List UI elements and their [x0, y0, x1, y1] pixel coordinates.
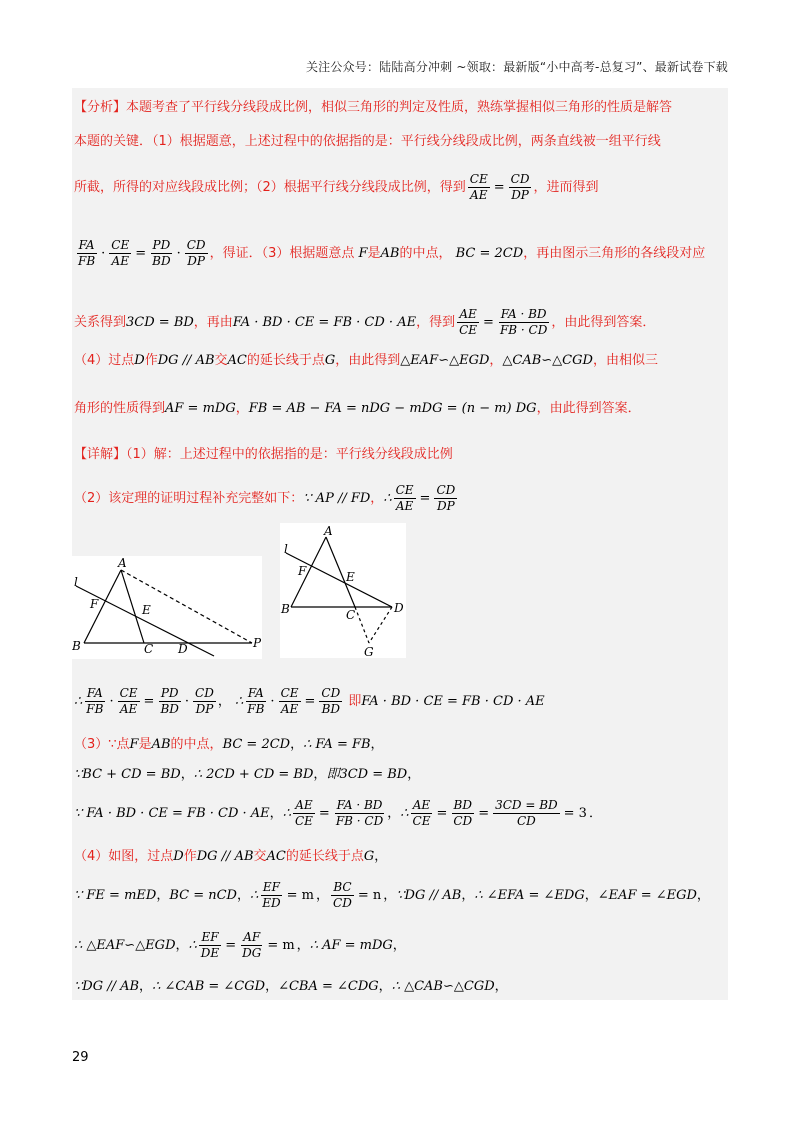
fig2-label-F: F	[298, 564, 307, 578]
fig2-label-C: C	[346, 608, 356, 622]
proof-line-2: （3）∵点F是AB的中点，BC = 2CD，∴ FA = FB，	[74, 737, 384, 752]
proof-line-4: ∵ FA · BD · CE = FB · CD · AE，∴ $\frac{AE}{CE}$ = $\frac{FA \cdot BD}{FB \cdot CD}$ ，∴ $\frac{AE}{CE}$ = $\frac{BD}{CD}$ = $\frac{3CD = BD}{CD}$ = 3 ．	[74, 798, 602, 828]
fig1-label-C: C	[144, 642, 154, 656]
fig1-label-P: P	[253, 636, 262, 650]
fig2-label-E: E	[346, 570, 355, 584]
fig2-label-l: l	[284, 542, 288, 556]
page-header: 关注公众号：陆陆高分冲刺 ~领取：最新版“小中高考-总复习”、最新试卷下载	[305, 60, 728, 74]
figure-1	[72, 556, 262, 659]
fig2-label-G: G	[364, 645, 374, 658]
detail-line-1: 【详解】（1）解：上述过程中的依据指的是：平行线分线段成比例	[74, 447, 453, 462]
fig2-label-B: B	[281, 602, 290, 616]
analysis-line-3: 所截，所得的对应线段成比例；（2）根据平行线分线段成比例，得到 $\frac{CE}{AE}$ = $\frac{CD}{DP}$ ，进而得到	[74, 172, 599, 202]
fig1-label-F: F	[90, 597, 99, 611]
fig1-label-B: B	[72, 639, 81, 653]
analysis-line-5: 关系得到3CD = BD，再由FA · BD · CE = FB · CD · AE，得到 $\frac{AE}{CE}$ = $\frac{FA \cdot BD}{FB \cdot CD}$ ，由此得到答案．	[74, 307, 656, 337]
proof-line-6: ∵ FE = mED，BC = nCD，∴ $\frac{EF}{ED}$ = m ， $\frac{BC}{CD}$ = n ，∵DG // AB，∴ ∠EFA = ∠EDG，∠EAF = ∠EGD，	[74, 880, 710, 910]
detail-line-2: （2）该定理的证明过程补充完整如下：∵ AP // FD，∴ $\frac{CE}{AE}$ = $\frac{CD}{DP}$	[74, 483, 456, 513]
proof-line-3: ∵BC + CD = BD，∴ 2CD + CD = BD，即3CD = BD，	[74, 767, 421, 782]
fig2-label-A: A	[324, 524, 333, 538]
analysis-line-4: $\frac{FA}{FB}$ · $\frac{CE}{AE}$ = $\frac{PD}{BD}$ · $\frac{CD}{DP}$ ，得证．（3）根据题意点 F是AB的中点， BC = 2CD，再由图示三角形的各线段对应	[78, 238, 706, 268]
fig1-label-D: D	[178, 642, 188, 656]
figure-2	[280, 523, 406, 658]
analysis-line-7: 角形的性质得到AF = mDG，FB = AB − FA = nDG − mDG = (n − m) DG，由此得到答案．	[74, 401, 641, 416]
fig2-label-D: D	[394, 601, 404, 615]
proof-line-1: ∴ $\frac{FA}{FB}$ · $\frac{CE}{AE}$ = $\frac{PD}{BD}$ · $\frac{CD}{DP}$ ， ∴ $\frac{FA}{FB}$ · $\frac{CE}{AE}$ = $\frac{CD}{BD}$ 即FA · BD · CE = FB · CD · AE	[74, 686, 545, 716]
proof-line-5: （4）如图，过点D作DG // AB交AC的延长线于点G，	[74, 849, 388, 864]
fig1-label-A: A	[118, 556, 127, 570]
analysis-line-6: （4）过点D作DG // AB交AC的延长线于点G，由此得到△EAF∽△EGD，△CAB∽△CGD，由相似三	[74, 353, 658, 368]
analysis-line-2: 本题的关键．（1）根据题意，上述过程中的依据指的是：平行线分线段成比例，两条直线被一组平行线	[74, 134, 661, 149]
analysis-line-1: 【分析】本题考查了平行线分线段成比例，相似三角形的判定及性质，熟练掌握相似三角形的性质是解答	[74, 100, 673, 115]
proof-line-7: ∴ △EAF∽△EGD，∴ $\frac{EF}{DE}$ = $\frac{AF}{DG}$ = m ，∴ AF = mDG，	[74, 930, 406, 960]
fig1-label-E: E	[142, 603, 151, 617]
page-number: 29	[72, 1050, 89, 1065]
fig1-label-l: l	[74, 575, 78, 589]
proof-line-8: ∵DG // AB，∴ ∠CAB = ∠CGD，∠CBA = ∠CDG，∴ △CAB∽△CGD，	[74, 979, 508, 994]
